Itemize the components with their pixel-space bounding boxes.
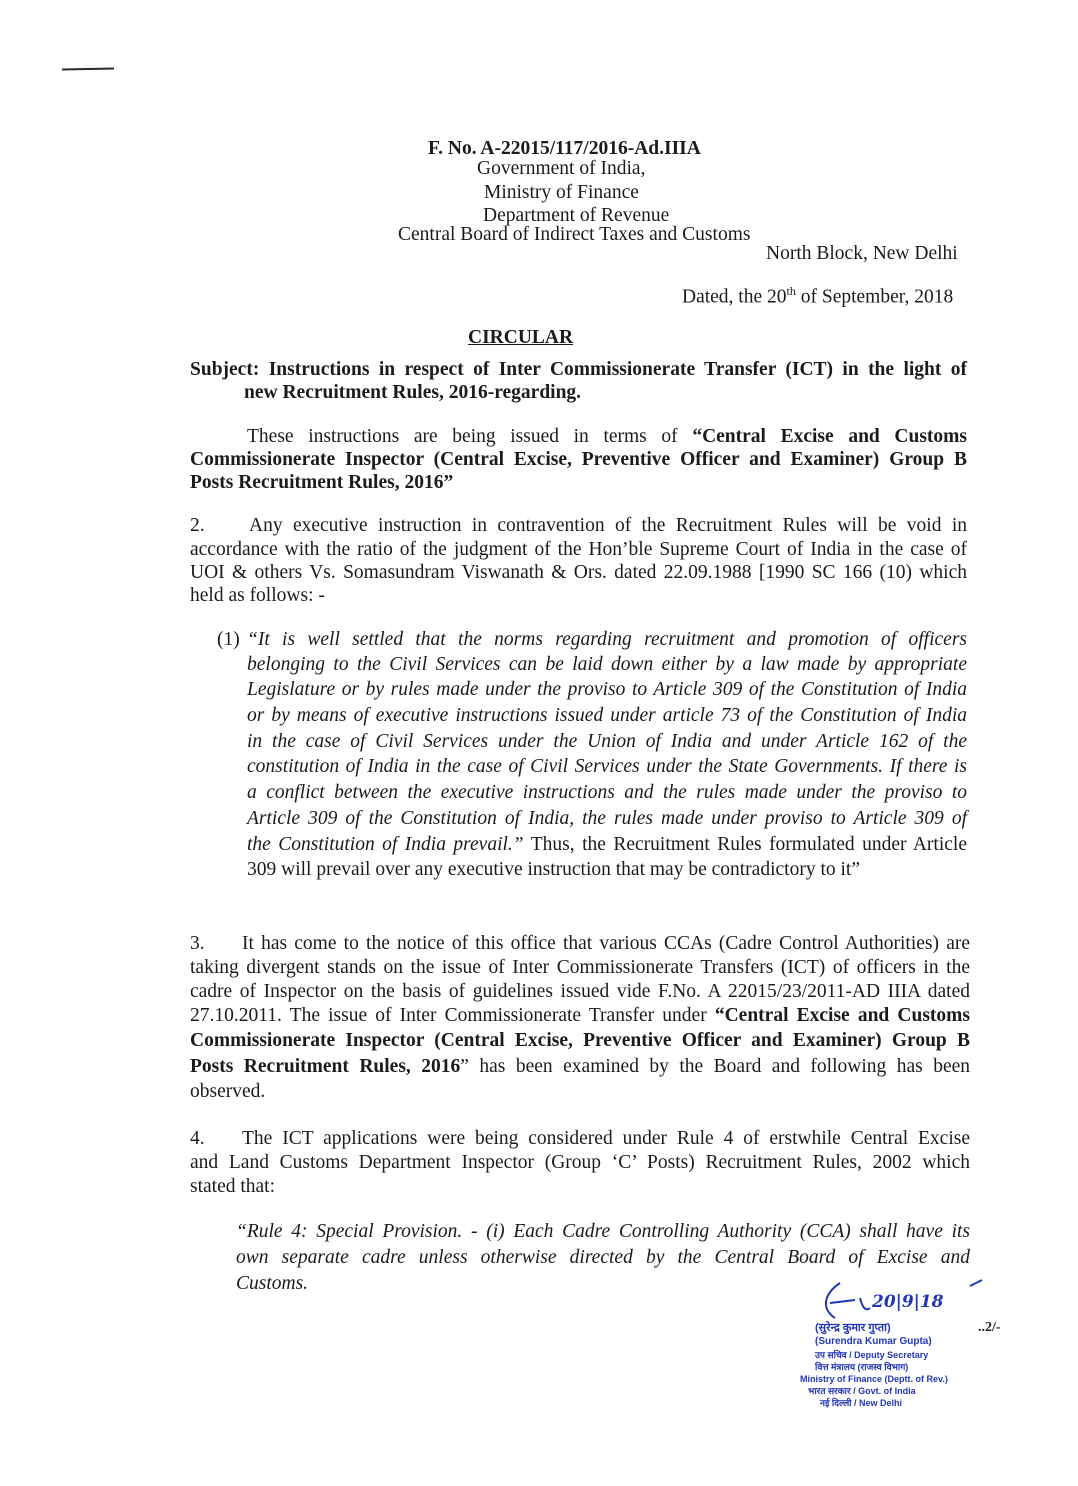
para3-line-6: Posts Recruitment Rules, 2016” has been examined by the Board and following has been [190, 1056, 971, 1077]
para3-number: 3. [190, 933, 205, 954]
quote1-line-4: or by means of executive instructions issued under article 73 of the Constitution of India [247, 705, 967, 726]
rule4-line-1: “Rule 4: Special Provision. - (i) Each Cadre Controlling Authority (CCA) shall have its [236, 1221, 970, 1242]
para2-line-2: accordance with the ratio of the judgment of the Hon’ble Supreme Court of India in the case of [190, 539, 967, 560]
handwritten-date: 20|9|18 [872, 1292, 944, 1312]
rule4-line-3: Customs. [236, 1273, 309, 1294]
para4-line-3: stated that: [190, 1176, 276, 1197]
quote1-line-8: Article 309 of the Constitution of India, the rules made under proviso to Article 309 of [247, 808, 967, 829]
quote1-line-9: the Constitution of India prevail.” Thus, the Recruitment Rules formulated under Article [247, 834, 967, 855]
page-marker: ..2/- [978, 1320, 1001, 1335]
stamp-designation: उप सचिव / Deputy Secretary [815, 1350, 929, 1360]
department-line: Department of Revenue [483, 205, 670, 226]
quote1-line-1: “It is well settled that the norms regarding recruitment and promotion of officers [247, 629, 967, 650]
stamp-ministry-hindi: वित्त मंत्रालय (राजस्व विभाग) [815, 1362, 909, 1372]
quote1-line-10: 309 will prevail over any executive instruction that may be contradictory to it” [247, 859, 860, 880]
quote1-line-6: constitution of India in the case of Civil Services under the State Governments. If there is [247, 756, 967, 777]
para2-line-4: held as follows: - [190, 585, 325, 606]
subject-line-2: new Recruitment Rules, 2016-regarding. [244, 382, 582, 403]
para4-number: 4. [190, 1128, 205, 1149]
subject-line-1: Subject: Instructions in respect of Inter Commissionerate Transfer (ICT) in the light of [190, 359, 967, 380]
corner-pen-mark [62, 68, 114, 71]
quote1-line-2: belonging to the Civil Services can be laid down either by a law made by appropriate [247, 654, 967, 675]
stamp-name: (Surendra Kumar Gupta) [815, 1336, 932, 1347]
intro-line-3: Posts Recruitment Rules, 2016” [190, 472, 454, 493]
para4-line-2: and Land Customs Department Inspector (Group ‘C’ Posts) Recruitment Rules, 2002 which [190, 1152, 970, 1173]
file-number: F. No. A-22015/117/2016-Ad.IIIA [428, 138, 701, 159]
para4-line-1: The ICT applications were being considered under Rule 4 of erstwhile Central Excise [242, 1128, 970, 1149]
rule4-line-2: own separate cadre unless otherwise directed by the Central Board of Excise and [236, 1247, 970, 1268]
quote1-line-5: in the case of Civil Services under the Union of India and under Article 162 of the [247, 731, 967, 752]
para3-line-5: Commissionerate Inspector (Central Excise, Preventive Officer and Examiner) Group B [190, 1030, 970, 1051]
date-line: Dated, the 20th of September, 2018 [682, 284, 954, 308]
para2-line-1: Any executive instruction in contravention of the Recruitment Rules will be void in [249, 515, 967, 536]
para3-line-3: cadre of Inspector on the basis of guidelines issued vide F.No. A 22015/23/2011-AD IIIA dated [190, 981, 970, 1002]
stamp-ministry: Ministry of Finance (Deptt. of Rev.) [800, 1374, 948, 1384]
para3-line-4: 27.10.2011. The issue of Inter Commissionerate Transfer under “Central Excise and Customs [190, 1005, 970, 1026]
intro-line-1: These instructions are being issued in terms of “Central Excise and Customs [247, 426, 967, 447]
quote1-line-7: a conflict between the executive instructions and the rules made under the proviso to [247, 782, 967, 803]
board-line: Central Board of Indirect Taxes and Customs [398, 224, 751, 245]
govt-line: Government of India, [477, 158, 646, 179]
stamp-city: नई दिल्ली / New Delhi [820, 1398, 903, 1408]
quote1-number: (1) [217, 629, 240, 650]
signature-stamp [760, 1278, 1050, 1478]
location-line: North Block, New Delhi [766, 243, 958, 264]
para2-line-3: UOI & others Vs. Somasundram Viswanath & Ors. dated 22.09.1988 [1990 SC 166 (10) which [190, 562, 967, 583]
quote1-line-3: Legislature or by rules made under the proviso to Article 309 of the Constitution of India [247, 679, 967, 700]
ministry-line: Ministry of Finance [484, 182, 639, 203]
intro-line-2: Commissionerate Inspector (Central Excise, Preventive Officer and Examiner) Group B [190, 449, 967, 470]
para3-line-2: taking divergent stands on the issue of Inter Commissionerate Transfers (ICT) of officers in the [190, 957, 970, 978]
page-title: CIRCULAR [468, 327, 574, 348]
para2-number: 2. [190, 515, 205, 536]
para3-line-1: It has come to the notice of this office that various CCAs (Cadre Control Authorities) are [242, 933, 970, 954]
stamp-hindi-name: (सुरेन्द्र कुमार गुप्ता) [815, 1322, 891, 1334]
para3-line-7: observed. [190, 1081, 266, 1102]
stamp-govt: भारत सरकार / Govt. of India [808, 1386, 916, 1396]
